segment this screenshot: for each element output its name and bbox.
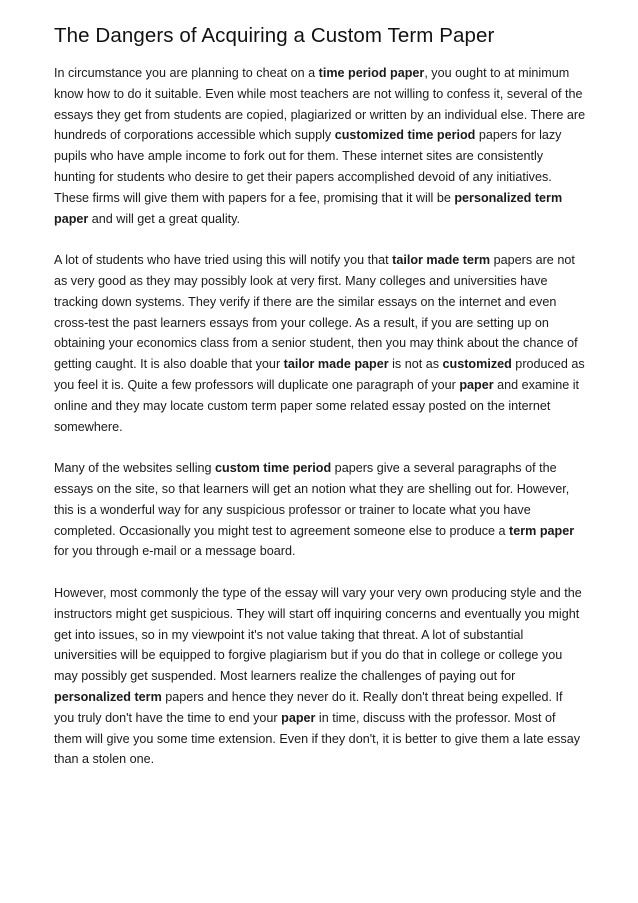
bold-keyword: personalized term (54, 689, 162, 704)
text-run: Many of the websites selling (54, 461, 216, 476)
text-run: produced as you feel it is. Quite a few professors will duplicate one paragraph of your (54, 357, 585, 392)
text-run: papers give a several paragraphs of the essays on the site, so that learners will get an notion what they are shelling out for. However, this is a wonderful way for any suspicious professor or trainer to locate what you have completed. Occasionally you might test to agreement someone else to produce a (54, 461, 570, 538)
document-page (54, 22, 586, 791)
bold-keyword: paper (459, 377, 494, 392)
bold-keyword: custom time period (215, 461, 332, 476)
text-run: for you through e-mail or a message board. (54, 544, 296, 559)
document-body (54, 63, 586, 770)
text-run: papers are not as very good as they may possibly look at very first. Many colleges and universities have tracking down systems. They verify if there are the similar essays on the internet and even cross-test the past learners essays from your college. As a result, if you are setting up on obtaining your economics class from a senior student, then you may think about the chance of getting caught. It is also doable that your (54, 253, 578, 372)
bold-keyword: tailor made term (392, 253, 491, 268)
bold-keyword: customized time period (334, 128, 476, 143)
body-paragraph (54, 583, 586, 770)
text-run: papers and hence they never do it. Really don't threat being expelled. If you truly don't have the time to end your (54, 689, 563, 725)
bold-keyword: term paper (509, 523, 575, 538)
bold-keyword: paper (281, 710, 316, 725)
text-run: in time, discuss with the professor. Most of them will give you some time extension. Even if they don't, it is better to give them a late essay than a stolen one. (54, 710, 580, 767)
text-run: , you ought to at minimum know how to do it suitable. Even while most teachers are not willing to confess it, several of the essays they get from students are copied, plagiarized or written by an individual else. There are hundreds of corporations accessible which supply (54, 66, 586, 143)
text-run: and examine it online and they may locate custom term paper some related essay posted on the internet somewhere. (54, 377, 580, 434)
bold-keyword: customized (442, 357, 512, 372)
text-run: In circumstance you are planning to cheat on a (54, 66, 319, 80)
body-paragraph (54, 458, 586, 562)
text-run: and will get a great quality. (88, 211, 240, 226)
bold-keyword: tailor made paper (283, 357, 389, 372)
bold-keyword: personalized term paper (54, 190, 563, 226)
text-run: A lot of students who have tried using this will notify you that (54, 253, 393, 268)
text-run: is not as (388, 357, 443, 372)
body-paragraph (54, 63, 586, 229)
body-paragraph (54, 250, 586, 437)
bold-keyword: time period paper (318, 66, 425, 80)
text-run: However, most commonly the type of the essay will vary your very own producing style and the instructors might get suspicious. They will start off inquiring concerns and eventually you might get into issues, so in my viewpoint it's not value taking that threat. A lot of substantial universities will be equipped to forgive plagiarism but if you do that in college or college you may possibly get suspended. Most learners realize the challenges of paying out for (54, 585, 582, 684)
page-title: The Dangers of Acquiring a Custom Term Paper (54, 24, 495, 47)
text-run: papers for lazy pupils who have ample income to fork out for them. These internet sites are consistently hunting for students who desire to get their papers accomplished devoid of any initiatives. These firms will give them with papers for a fee, promising that it will be (54, 128, 562, 205)
